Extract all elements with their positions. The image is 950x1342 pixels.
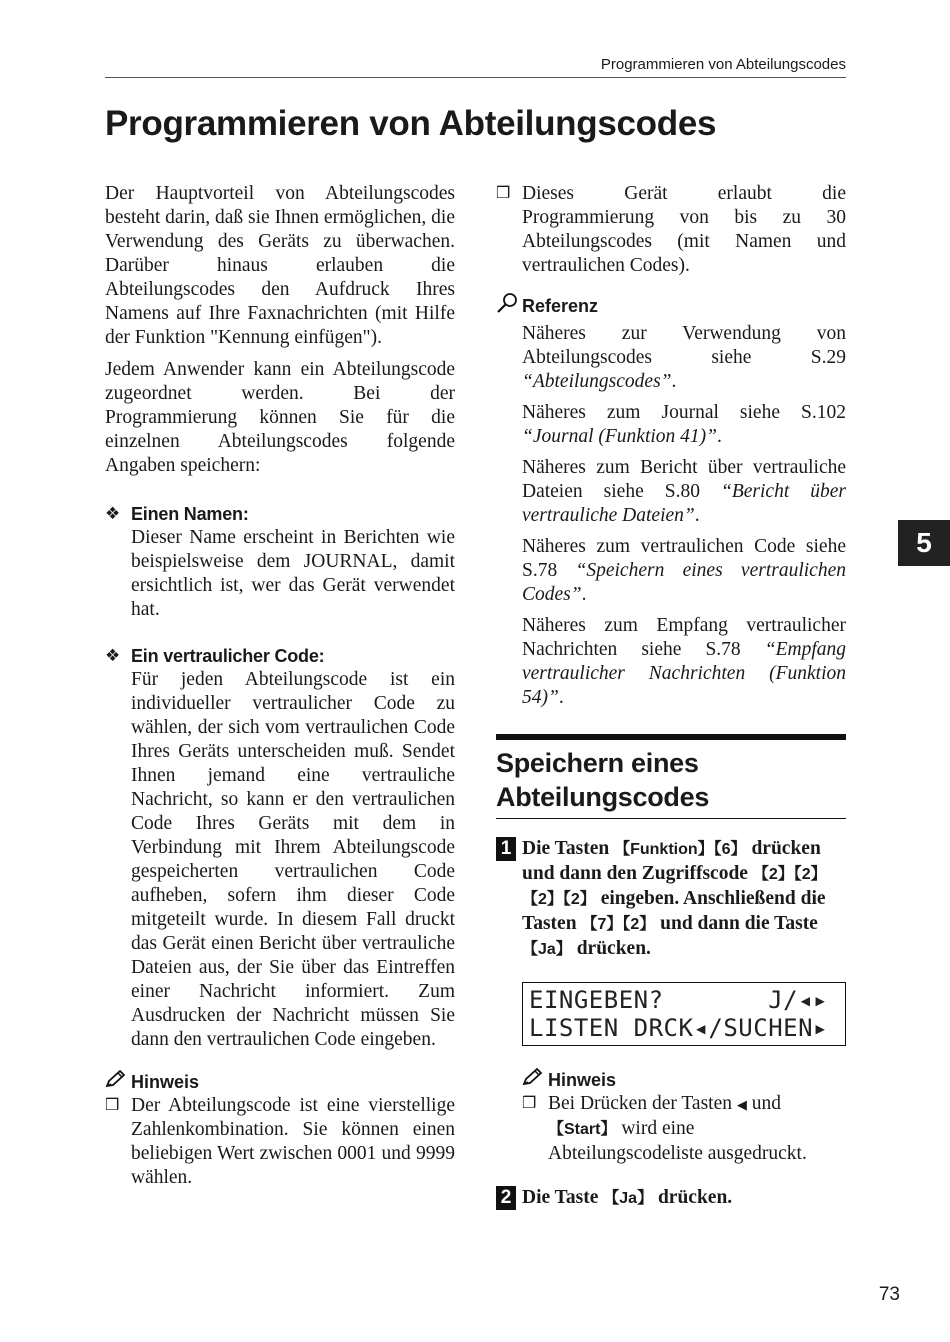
checkbox-bullet-icon: ❒ <box>105 1097 120 1114</box>
hint-heading <box>522 1068 846 1092</box>
bullet-title: Ein vertraulicher Code: <box>131 646 325 666</box>
bullet-body-name: Dieser Name erscheint in Berichten wie beispielsweise dem JOURNAL, damit ersichtlich ist, wer das Gerät verwendet hat. <box>131 527 455 620</box>
reference-item: Näheres zum Journal siehe S.102 “Journal (Funktion 41)”. <box>522 402 846 447</box>
reference-heading <box>496 292 846 320</box>
header-rule <box>105 77 846 78</box>
step-1 <box>496 837 846 962</box>
capacity-item <box>496 182 846 278</box>
reference-title: Referenz <box>522 296 599 316</box>
running-header: Programmieren von Abteilungscodes <box>600 56 846 73</box>
note-title: Hinweis <box>131 1072 200 1092</box>
hint-text: Bei Drücken der Tasten ◀ und 【Start】 wird eine Abteilungscodeliste ausgedruckt. <box>548 1093 807 1164</box>
note-heading <box>105 1070 455 1094</box>
pencil-icon <box>522 1068 548 1092</box>
bullet-title: Einen Namen: <box>131 504 249 524</box>
note-text: Der Abteilungscode ist eine vierstellige Zahlenkombination. Sie können einen beliebigen Wert zwischen 0001 und 9999 wählen. <box>131 1095 455 1188</box>
hint-title: Hinweis <box>548 1070 617 1090</box>
page-title: Programmieren von Abteilungscodes <box>105 104 717 143</box>
page-number: 73 <box>878 1284 900 1305</box>
diamond-bullet-icon: ❖ <box>105 646 121 665</box>
hint-item <box>522 1092 846 1166</box>
pencil-icon <box>105 1070 131 1094</box>
reference-item: Näheres zur Verwendung von Abteilungscodes siehe S.29 “Abteilungscodes”. <box>522 323 846 392</box>
checkbox-bullet-icon: ❒ <box>496 185 511 202</box>
reference-item: Näheres zum Bericht über vertrauliche Dateien siehe S.80 “Bericht über vertrauliche Dateien”. <box>522 457 847 526</box>
step-1-text: Die Tasten 【Funktion】【6】 drücken und dann den Zugriffscode 【2】【2】【2】【2】 eingeben. Anschließend die Tasten 【7】【2】 und dann die Taste 【Ja】 drücken. <box>522 838 827 959</box>
magnifier-icon <box>496 292 522 320</box>
reference-item: Näheres zum vertraulichen Code siehe S.78 “Speichern eines vertraulichen Codes”. <box>522 536 846 605</box>
capacity-text: Dieses Gerät erlaubt die Programmierung von bis zu 30 Abteilungscodes (mit Namen und vertraulichen Codes). <box>522 183 846 276</box>
chapter-tab: 5 <box>898 520 950 566</box>
checkbox-bullet-icon: ❒ <box>522 1095 537 1112</box>
step-2-text: Die Taste 【Ja】 drücken. <box>522 1187 733 1208</box>
step-number-badge: 1 <box>496 837 522 962</box>
right-column <box>496 182 846 1231</box>
left-column <box>105 182 455 1190</box>
section-rule-bottom <box>496 818 846 819</box>
diamond-bullet-icon: ❖ <box>105 504 121 523</box>
intro-paragraph: Der Hauptvorteil von Abteilungscodes besteht darin, daß sie Ihnen ermöglichen, die Verwendung des Geräts zu überwachen. Darüber hinaus erlauben die Abteilungscodes den Aufdruck Ihres Namens auf Ihre Faxnachrichten (mit Hilfe der Funktion "Kennung einfügen"). <box>105 183 455 348</box>
step-number-badge: 2 <box>496 1186 522 1211</box>
bullet-heading-code <box>105 644 455 668</box>
bullet-body-code: Für jeden Abteilungscode ist ein individueller vertraulicher Code zu wählen, der sich vom vertraulichen Code Ihres Geräts unterscheiden muß. Sendet Ihnen jemand eine vertrauliche Nachricht, so kann er den vertraulichen Code Ihres Geräts mit dem in Verbindung mit Ihrem Abteilungscode gespeicherten vertraulichen Code aufheben, sofern ihm dieser Code mitgeteilt wurde. In diesem Fall druckt das Gerät einen Bericht über vertrauliche Dateien aus, der Sie über das Eintreffen einer Nachricht informiert. Zum Ausdrucken der Nachricht müssen Sie dann den vertraulichen Code eingeben. <box>131 669 455 1050</box>
lcd-line-2: LISTEN DRCK◂/SUCHEN▸ <box>529 1014 828 1042</box>
reference-item: Näheres zum Empfang vertraulicher Nachrichten siehe S.78 “Empfang vertraulicher Nachrichten (Funktion 54)”. <box>522 615 846 708</box>
section-rule-top <box>496 734 846 740</box>
lcd-display <box>522 982 846 1046</box>
step-2 <box>496 1186 846 1211</box>
lcd-line-1: EINGEBEN? J/◂▸ <box>529 986 828 1014</box>
assignment-paragraph: Jedem Anwender kann ein Abteilungscode zugeordnet werden. Bei der Programmierung können Sie für die einzelnen Abteilungscodes folgende Angaben speichern: <box>105 359 455 476</box>
section-title: Speichern eines Abteilungscodes <box>496 748 710 812</box>
note-item <box>105 1094 455 1190</box>
bullet-heading-name <box>105 502 455 526</box>
